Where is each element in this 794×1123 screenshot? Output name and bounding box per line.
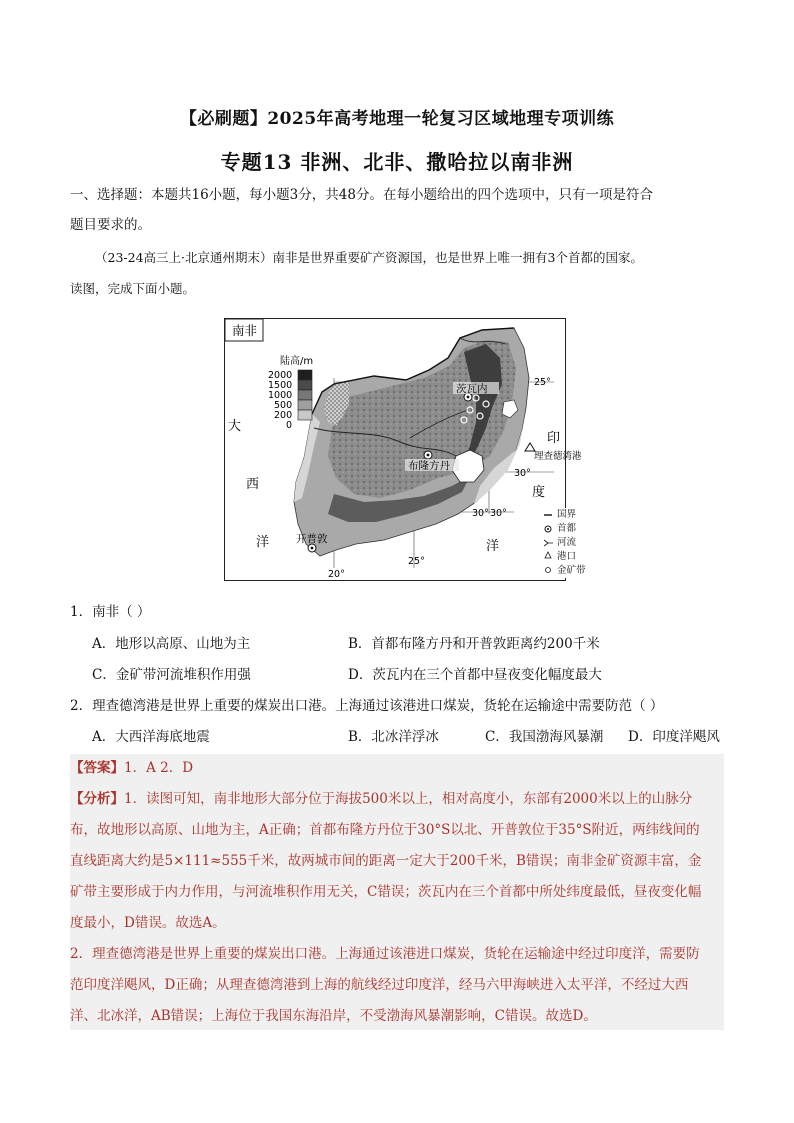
- section-instructions: [70, 180, 726, 240]
- legend-key-text: [555, 508, 588, 578]
- instructions-line-2: 题目要求的。: [70, 217, 151, 233]
- lat-30-east: 30°: [514, 468, 531, 479]
- key-capital: 首都: [557, 523, 577, 534]
- passage-line-2: 读图，完成下面小题。: [70, 281, 196, 296]
- analysis-line-3: 直线距离大约是5×111≈555千米，故两城市间的距离一定大于200千米，B错误；南非金矿资源丰富，金: [70, 853, 702, 869]
- question-2-stem: 2．理查德湾港是世界上重要的煤炭出口港。上海通过该港进口煤炭，货轮在运输途中需要防范（ ）: [70, 698, 664, 714]
- q2-option-a: A．大西洋海底地震: [92, 729, 210, 745]
- analysis-line-5: 度最小，D错误。故选A。: [70, 915, 226, 931]
- atlantic-char-2: 西: [246, 477, 260, 492]
- key-port: 港口: [557, 551, 577, 562]
- indian-char-3: 洋: [486, 539, 500, 554]
- label-capetown: 开普敦: [296, 533, 328, 545]
- analysis-line-8: 洋、北冰洋，AB错误；上海位于我国东海沿岸，不受渤海风暴潮影响，C错误。故选D。: [70, 1008, 597, 1024]
- key-border: 国界: [557, 509, 577, 520]
- lat-25: 25°: [534, 377, 551, 388]
- answer-line: [70, 753, 724, 783]
- lon-25: 25°: [408, 556, 425, 567]
- key-river: 河流: [557, 537, 577, 548]
- question-1-stem: 1．南非（ ）: [70, 604, 151, 620]
- analysis-line-4: 矿带主要形成于内力作用，与河流堆积作用无关，C错误；茨瓦内在三个首都中所处纬度最低，昼夜变化幅: [70, 884, 702, 900]
- key-gold-belt: 金矿带: [557, 565, 586, 576]
- analysis-tag: 【分析】: [70, 791, 124, 807]
- legend-1000: 1000: [268, 390, 293, 401]
- lat-30-south: 30°: [490, 508, 507, 519]
- q1-option-a: A．地形以高原、山地为主: [92, 636, 251, 652]
- q2-option-d: D．印度洋飓风: [628, 729, 720, 745]
- legend-1500: 1500: [268, 380, 293, 391]
- legend-2000: 2000: [268, 370, 293, 381]
- analysis-line-2: 布，故地形以高原、山地为主，A正确；首都布隆方丹位于30°S以北、开普敦位于35°S附近，两纬线间的: [70, 822, 700, 838]
- legend-0: 0: [286, 420, 293, 431]
- lon-30: 30°: [472, 508, 489, 519]
- analysis-line-6: 2．理查德湾港是世界上重要的煤炭出口港。上海通过该港进口煤炭，货轮在运输途中经过印度洋，需要防: [70, 946, 700, 962]
- legend-200: 200: [274, 410, 293, 421]
- label-bloemfontein: 布隆方丹: [408, 460, 450, 472]
- instructions-line-1: 一、选择题：本题共16小题，每小题3分，共48分。在每小题给出的四个选项中，只有一项是符合: [70, 187, 653, 203]
- atlantic-char-3: 洋: [256, 535, 270, 550]
- analysis-line-7: 范印度洋飓风，D正确；从理查德湾港到上海的航线经过印度洋，经马六甲海峡进入太平洋，不经过大西: [70, 977, 689, 993]
- q2-option-c: C．我国渤海风暴潮: [485, 729, 604, 745]
- label-pretoria: 茨瓦内: [456, 383, 488, 395]
- question-passage: [70, 242, 726, 304]
- analysis-line-1: [70, 784, 724, 814]
- answer-tag: 【答案】: [70, 760, 124, 776]
- analysis-text-1: 1．读图可知，南非地形大部分位于海拔500米以上，相对高度小，东部有2000米以上的山脉分: [124, 791, 693, 807]
- answer-text: 1．A 2．D: [124, 760, 194, 776]
- atlantic-char-1: 大: [228, 419, 242, 434]
- lon-20: 20°: [328, 569, 345, 580]
- q2-option-b: B．北冰洋浮冰: [348, 729, 439, 745]
- map-title: 南非: [232, 323, 258, 338]
- q1-option-d: D．茨瓦内在三个首都中昼夜变化幅度最大: [348, 667, 602, 683]
- legend-title: 陆高/m: [280, 356, 314, 367]
- indian-char-1: 印: [547, 431, 561, 446]
- legend-500: 500: [274, 400, 293, 411]
- document-title: 【必刷题】2025年高考地理一轮复习区域地理专项训练: [179, 109, 615, 129]
- passage-line-1: （23-24高三上·北京通州期末）南非是世界重要矿产资源国，也是世界上唯一拥有3个首都的国家。: [95, 250, 643, 265]
- q1-option-c: C．金矿带河流堆积作用强: [92, 667, 251, 683]
- label-richards-bay: 理查德湾港: [534, 451, 582, 462]
- topic-title: 专题13 非洲、北非、撒哈拉以南非洲: [220, 150, 574, 174]
- indian-char-2: 度: [532, 485, 546, 500]
- q1-option-b: B．首都布隆方丹和开普敦距离约200千米: [348, 636, 600, 652]
